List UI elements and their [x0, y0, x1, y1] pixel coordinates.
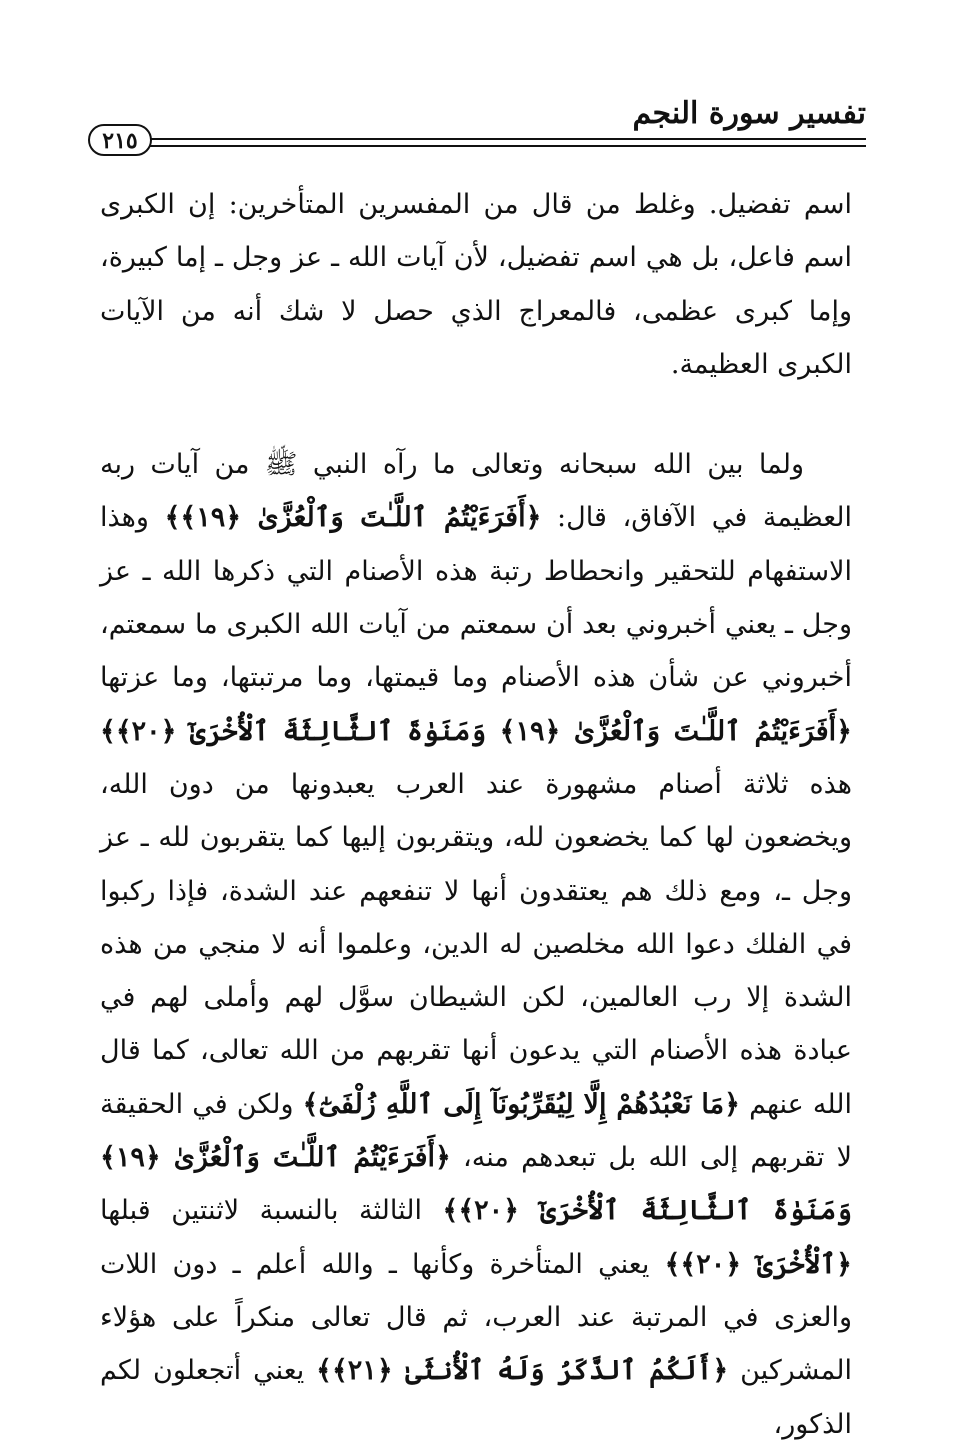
quran-verse: ﴿أَفَرَءَيْتُمُ ٱللَّـٰتَ وَٱلْعُزَّىٰ ﴿١٩﴾ وَمَنَوٰةَ ٱلثَّالِثَةَ ٱلْأُخْرَىٰٓ ﴿٢٠﴾﴾ — [100, 1142, 853, 1227]
text-segment: يعني المتأخرة وكأنها ـ والله أعلم ـ دون اللات والعزى في المرتبة عند العرب، ثم قال تعالى منكراً على هؤلاء المشركين — [100, 1248, 852, 1387]
header-double-rule — [150, 138, 866, 147]
running-title: تفسير سورة النجم — [632, 96, 866, 131]
body-text — [100, 178, 852, 1451]
quran-verse: ﴿أَلَكُمُ ٱلذَّكَرُ وَلَهُ ٱلْأُنثَىٰ ﴿٢١﴾﴾ — [316, 1355, 729, 1387]
text-segment: ولكن في الحقيقة لا تقربهم إلى الله بل تبعدهم منه، — [100, 1088, 852, 1174]
paragraph-2 — [100, 438, 852, 1451]
text-segment: هذه ثلاثة أصنام مشهورة عند العرب يعبدونها من دون الله، ويخضعون لها كما يخضعون لله، ويتقربون إليها كما يتقربون لله ـ عز وجل ـ، ومع ذلك هم يعتقدون أنها لا تنفعهم عند الشدة، فإذا ركبوا في الفلك دعوا الله مخلصين له الدين، وعلموا أنه لا منجي من هذه الشدة إلا رب العالمين، لكن الشيطان سوَّل لهم وأملى لهم في عبادة هذه الأصنام التي يدعون أنها تقربهم من الله تعالى، كما قال الله عنهم — [100, 768, 853, 1120]
quran-verse: ﴿أَفَرَءَيْتُمُ ٱللَّـٰتَ وَٱلْعُزَّىٰ ﴿١٩﴾﴾ — [164, 502, 542, 534]
paragraph-1: اسم تفضيل. وغلط من قال من المفسرين المتأخرين: إن الكبرى اسم فاعل، بل هي اسم تفضيل، لأن آيات الله ـ عز وجل ـ إما كبيرة، وإما كبرى عظمى، فالمعراج الذي حصل لا شك أنه من الآيات الكبرى العظيمة. — [100, 189, 852, 380]
text-segment: ولما بين الله سبحانه وتعالى ما رآه النبي ﷺ من آيات ربه العظيمة في الآفاق، قال: — [100, 449, 852, 534]
page-number: ٢١٥ — [88, 124, 152, 156]
text-segment: وهذا الاستفهام للتحقير وانحطاط رتبة هذه الأصنام التي ذكرها الله ـ عز وجل ـ يعني أخبروني بعد أن سمعتم من آيات الله الكبرى ما سمعتم، أخبروني عن شأن هذه الأصنام وما قيمتها، وما مرتبتها، وما عزتها — [100, 502, 852, 694]
text-segment: يعني أتجعلون لكم الذكور، — [100, 1355, 852, 1440]
page-header — [88, 96, 866, 156]
text-segment: الثالثة بالنسبة لاثنتين قبلها — [100, 1195, 443, 1227]
quran-verse: ﴿مَا نَعْبُدُهُمْ إِلَّا لِيُقَرِّبُونَآ إِلَى ٱللَّهِ زُلْفَىٰٓ﴾ — [302, 1088, 740, 1120]
quran-verse: ﴿أَفَرَءَيْتُمُ ٱللَّـٰتَ وَٱلْعُزَّىٰ ﴿١٩﴾ وَمَنَوٰةَ ٱلثَّالِثَةَ ٱلْأُخْرَىٰٓ ﴿٢٠﴾﴾ — [100, 715, 852, 747]
quran-verse: ﴿ٱلْأُخْرَىٰٓ ﴿٢٠﴾﴾ — [664, 1248, 852, 1280]
